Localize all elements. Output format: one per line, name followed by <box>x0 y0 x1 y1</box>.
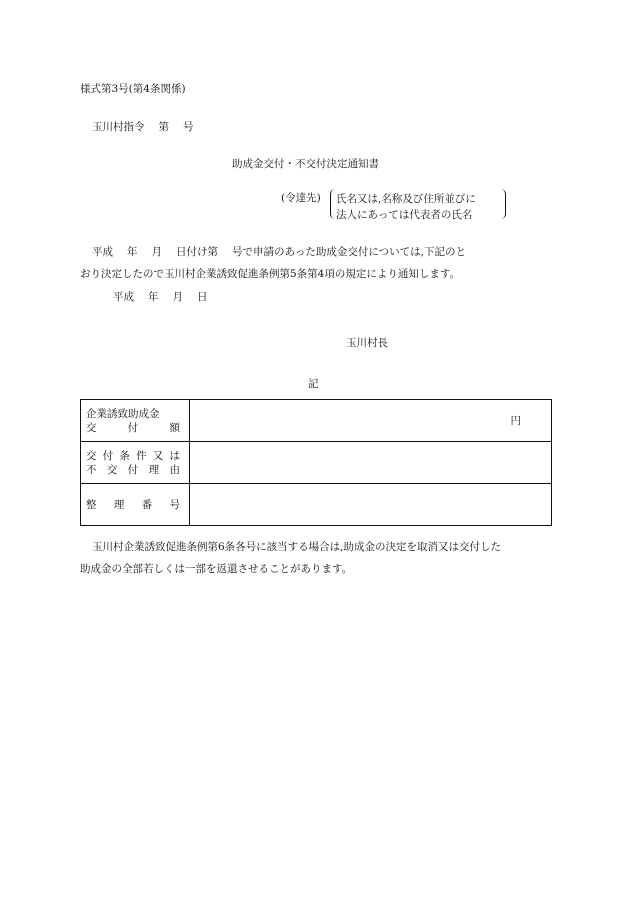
grant-label-line-2 <box>86 421 180 435</box>
reference-go: 号 <box>183 121 194 133</box>
reference-dai: 第 <box>158 121 169 133</box>
char: 付 <box>102 449 114 462</box>
document-title: 助成金交付・不交付決定通知書 <box>232 158 379 170</box>
char: 理 <box>113 498 125 511</box>
body-line-2: おり決定したので玉川村企業誘致促進条例第5条第4項の規定により通知します。 <box>80 268 461 280</box>
note-line-2: 助成金の全部若しくは一部を返還させることがあります。 <box>80 563 353 575</box>
form-number: 様式第3号(第4条関係) <box>80 83 186 95</box>
conditions-label <box>81 442 190 484</box>
char: は <box>169 449 180 462</box>
signer: 玉川村長 <box>346 337 388 349</box>
char: 交 <box>106 463 118 476</box>
char: 不 <box>86 463 97 476</box>
date-hi: 日 <box>197 291 208 303</box>
char: 号 <box>169 498 180 511</box>
char: 交 <box>86 449 97 462</box>
char: 由 <box>169 463 180 476</box>
char: 件 <box>136 449 147 462</box>
char: 番 <box>141 498 153 511</box>
conditions-field[interactable] <box>190 442 552 484</box>
char: 交 <box>86 421 97 434</box>
reference-number-line <box>92 119 208 134</box>
grant-amount-field[interactable] <box>190 400 552 442</box>
table-row <box>81 400 552 442</box>
date-nen: 年 <box>148 291 159 303</box>
conditions-label-line-2 <box>86 463 180 477</box>
addressee-line-2: 法人にあっては代表者の氏名 <box>336 209 473 221</box>
reference-org: 玉川村指令 <box>92 121 145 133</box>
reference-number-label <box>81 484 190 526</box>
table-row <box>81 442 552 484</box>
char: 又 <box>152 449 164 462</box>
body-rest: 号で申請のあった助成金交付については,下記のと <box>232 246 467 258</box>
yen-unit: 円 <box>510 415 521 427</box>
ki-heading: 記 <box>308 378 319 390</box>
table-row <box>81 484 552 526</box>
reference-number-field[interactable] <box>190 484 552 526</box>
grant-amount-label <box>81 400 190 442</box>
body-line-1 <box>92 244 466 259</box>
char: 付 <box>127 421 139 434</box>
addressee-line-1: 氏名又は,名称及び住所並びに <box>336 193 476 205</box>
addressee-label: (令達先) <box>281 192 321 204</box>
reference-number-label-line <box>86 498 180 512</box>
grant-label-line-1: 企業誘致助成金 <box>86 407 160 420</box>
date-tsuki: 月 <box>172 291 183 303</box>
body-heisei: 平成 <box>92 246 113 258</box>
char: 整 <box>86 498 97 511</box>
conditions-label-line-1 <box>86 449 180 463</box>
body-nen: 年 <box>127 246 138 258</box>
body-tsuki: 月 <box>151 246 162 258</box>
body-hizuke: 日付け第 <box>176 246 218 258</box>
details-table <box>80 399 552 526</box>
date-line <box>113 289 222 304</box>
char: 条 <box>119 449 130 462</box>
note-line-1: 玉川村企業誘致促進条例第6条各号に該当する場合は,助成金の決定を取消又は交付した <box>92 541 502 553</box>
date-heisei: 平成 <box>113 291 134 303</box>
char: 理 <box>148 463 160 476</box>
char: 付 <box>127 463 139 476</box>
char: 額 <box>169 421 180 434</box>
